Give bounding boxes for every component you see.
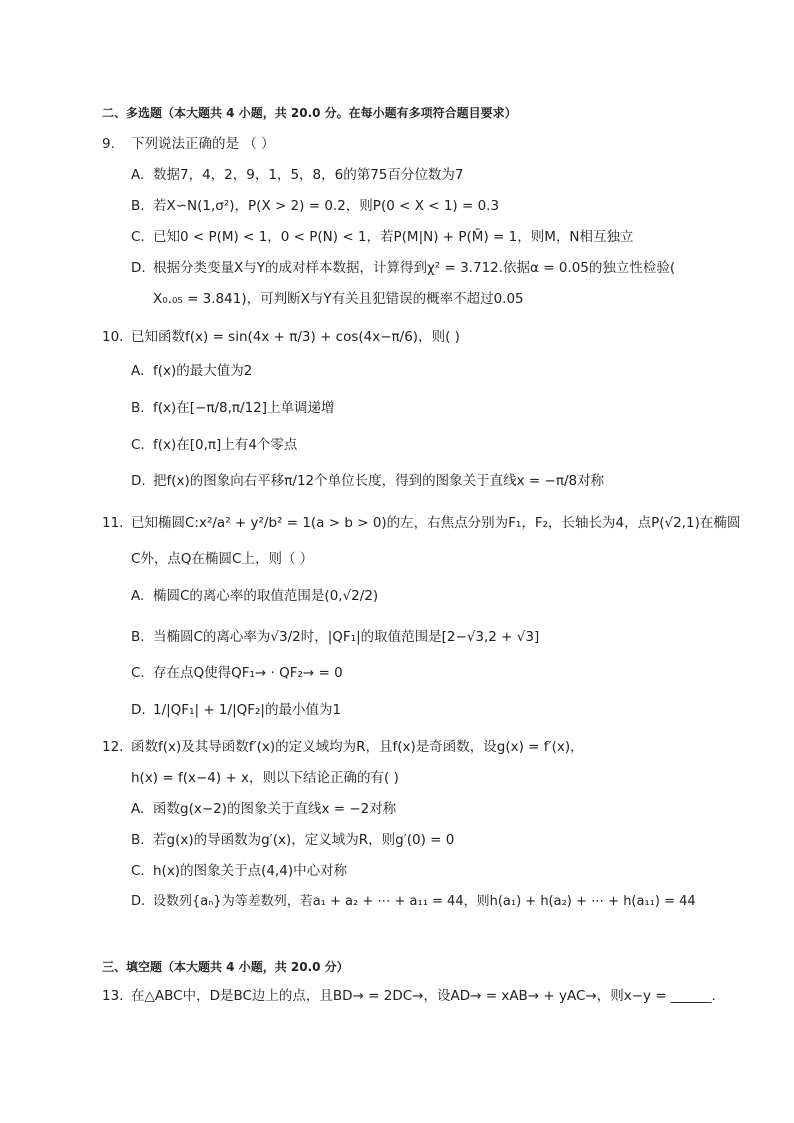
question-13 [102, 987, 716, 1005]
option-text: 数据7，4，2，9，1，5，8，6的第75百分位数为7 [153, 167, 464, 183]
question-9-option-d [131, 259, 675, 277]
section-multiple-choice-title: 二、多选题（本大题共 4 小题，共 20.0 分。在每小题有多项符合题目要求） [102, 106, 517, 120]
question-11-option-b [131, 628, 539, 646]
question-9-option-d-continuation: X₀.₀₅ = 3.841)，可判断X与Y有关且犯错误的概率不超过0.05 [153, 291, 524, 307]
question-10-option-b [131, 399, 335, 417]
question-12-option-c [131, 862, 347, 880]
option-text: 把f(x)的图象向右平移π/12个单位长度，得到的图象关于直线x = −π/8对称 [153, 473, 605, 489]
question-9-option-a [131, 166, 463, 184]
question-10 [102, 328, 460, 346]
option-text: 若X∽N(1,σ²)，P(X > 2) = 0.2，则P(0 < X < 1) = 0.3 [153, 198, 500, 214]
question-10-option-c [131, 436, 297, 454]
question-11-stem: 已知椭圆C:x²/a² + y²/b² = 1(a > b > 0)的左，右焦点分别为F₁，F₂，长轴长为4，点P(√2,1)在椭圆 [131, 515, 741, 531]
option-text: 根据分类变量X与Y的成对样本数据，计算得到χ² = 3.712.依据α = 0.05的独立性检验( [153, 260, 676, 276]
question-11-option-d [131, 701, 341, 719]
option-label: B. [131, 198, 145, 214]
option-label: B. [131, 832, 145, 848]
option-label: A. [131, 801, 145, 817]
question-9 [102, 135, 275, 153]
question-12 [102, 738, 584, 756]
question-9-option-c [131, 228, 633, 246]
question-11-number: 11. [102, 515, 124, 531]
question-10-option-a [131, 362, 252, 380]
option-text: f(x)在[−π/8,π/12]上单调递增 [153, 400, 335, 416]
question-12-option-b [131, 831, 454, 849]
answer-blank[interactable]: ______. [670, 988, 716, 1004]
option-text: 已知0 < P(M) < 1，0 < P(N) < 1，若P(M|N) + P(M̄) = 1，则M，N相互独立 [153, 229, 634, 245]
option-label: D. [131, 702, 146, 718]
option-label: A. [131, 167, 145, 183]
option-label: D. [131, 260, 146, 276]
option-text: f(x)在[0,π]上有4个零点 [153, 437, 298, 453]
option-label: D. [131, 473, 146, 489]
section-fill-in-title: 三、填空题（本大题共 4 小题，共 20.0 分） [102, 960, 349, 974]
option-label: A. [131, 588, 145, 604]
option-label: C. [131, 665, 145, 681]
question-13-stem: 在△ABC中，D是BC边上的点，且BD→ = 2DC→，设AD→ = xAB→ + yAC→，则x−y = [131, 988, 667, 1004]
question-9-option-b [131, 197, 499, 215]
question-12-stem-continuation: h(x) = f(x−4) + x，则以下结论正确的有( ) [131, 770, 399, 786]
option-label: C. [131, 437, 145, 453]
option-text: 设数列{aₙ}为等差数列，若a₁ + a₂ + ⋯ + a₁₁ = 44，则h(a₁) + h(a₂) + ⋯ + h(a₁₁) = 44 [153, 894, 696, 909]
question-11-stem-continuation: C外，点Q在椭圆C上，则（ ） [131, 551, 314, 567]
option-text: h(x)的图象关于点(4,4)中心对称 [153, 863, 348, 879]
option-text: 存在点Q使得QF₁→ · QF₂→ = 0 [153, 665, 343, 681]
option-label: C. [131, 863, 145, 879]
option-label: B. [131, 629, 145, 645]
question-10-option-d [131, 472, 604, 490]
question-13-number: 13. [102, 988, 124, 1004]
question-12-option-d [131, 893, 696, 911]
question-10-stem: 已知函数f(x) = sin(4x + π/3) + cos(4x−π/6)，则( ) [131, 329, 460, 345]
question-12-number: 12. [102, 739, 124, 755]
option-label: D. [131, 894, 146, 909]
option-text: 1/|QF₁| + 1/|QF₂|的最小值为1 [153, 702, 342, 718]
option-text: 椭圆C的离心率的取值范围是(0,√2/2) [153, 588, 379, 604]
option-label: B. [131, 400, 145, 416]
option-text: f(x)的最大值为2 [153, 363, 253, 379]
option-label: A. [131, 363, 145, 379]
question-12-stem: 函数f(x)及其导函数f′(x)的定义域均为R，且f(x)是奇函数，设g(x) = f′(x)， [131, 739, 584, 755]
question-11-option-a [131, 587, 378, 605]
question-11-option-c [131, 664, 343, 682]
question-12-option-a [131, 800, 396, 818]
question-9-stem: 下列说法正确的是 （ ） [131, 136, 275, 152]
option-text: 若g(x)的导函数为g′(x)，定义域为R，则g′(0) = 0 [153, 832, 455, 848]
option-text: 函数g(x−2)的图象关于直线x = −2对称 [153, 801, 397, 817]
option-text: 当椭圆C的离心率为√3/2时，|QF₁|的取值范围是[2−√3,2 + √3] [153, 629, 540, 645]
option-label: C. [131, 229, 145, 245]
question-9-number: 9. [102, 136, 115, 152]
question-10-number: 10. [102, 329, 124, 345]
question-11 [102, 514, 740, 532]
